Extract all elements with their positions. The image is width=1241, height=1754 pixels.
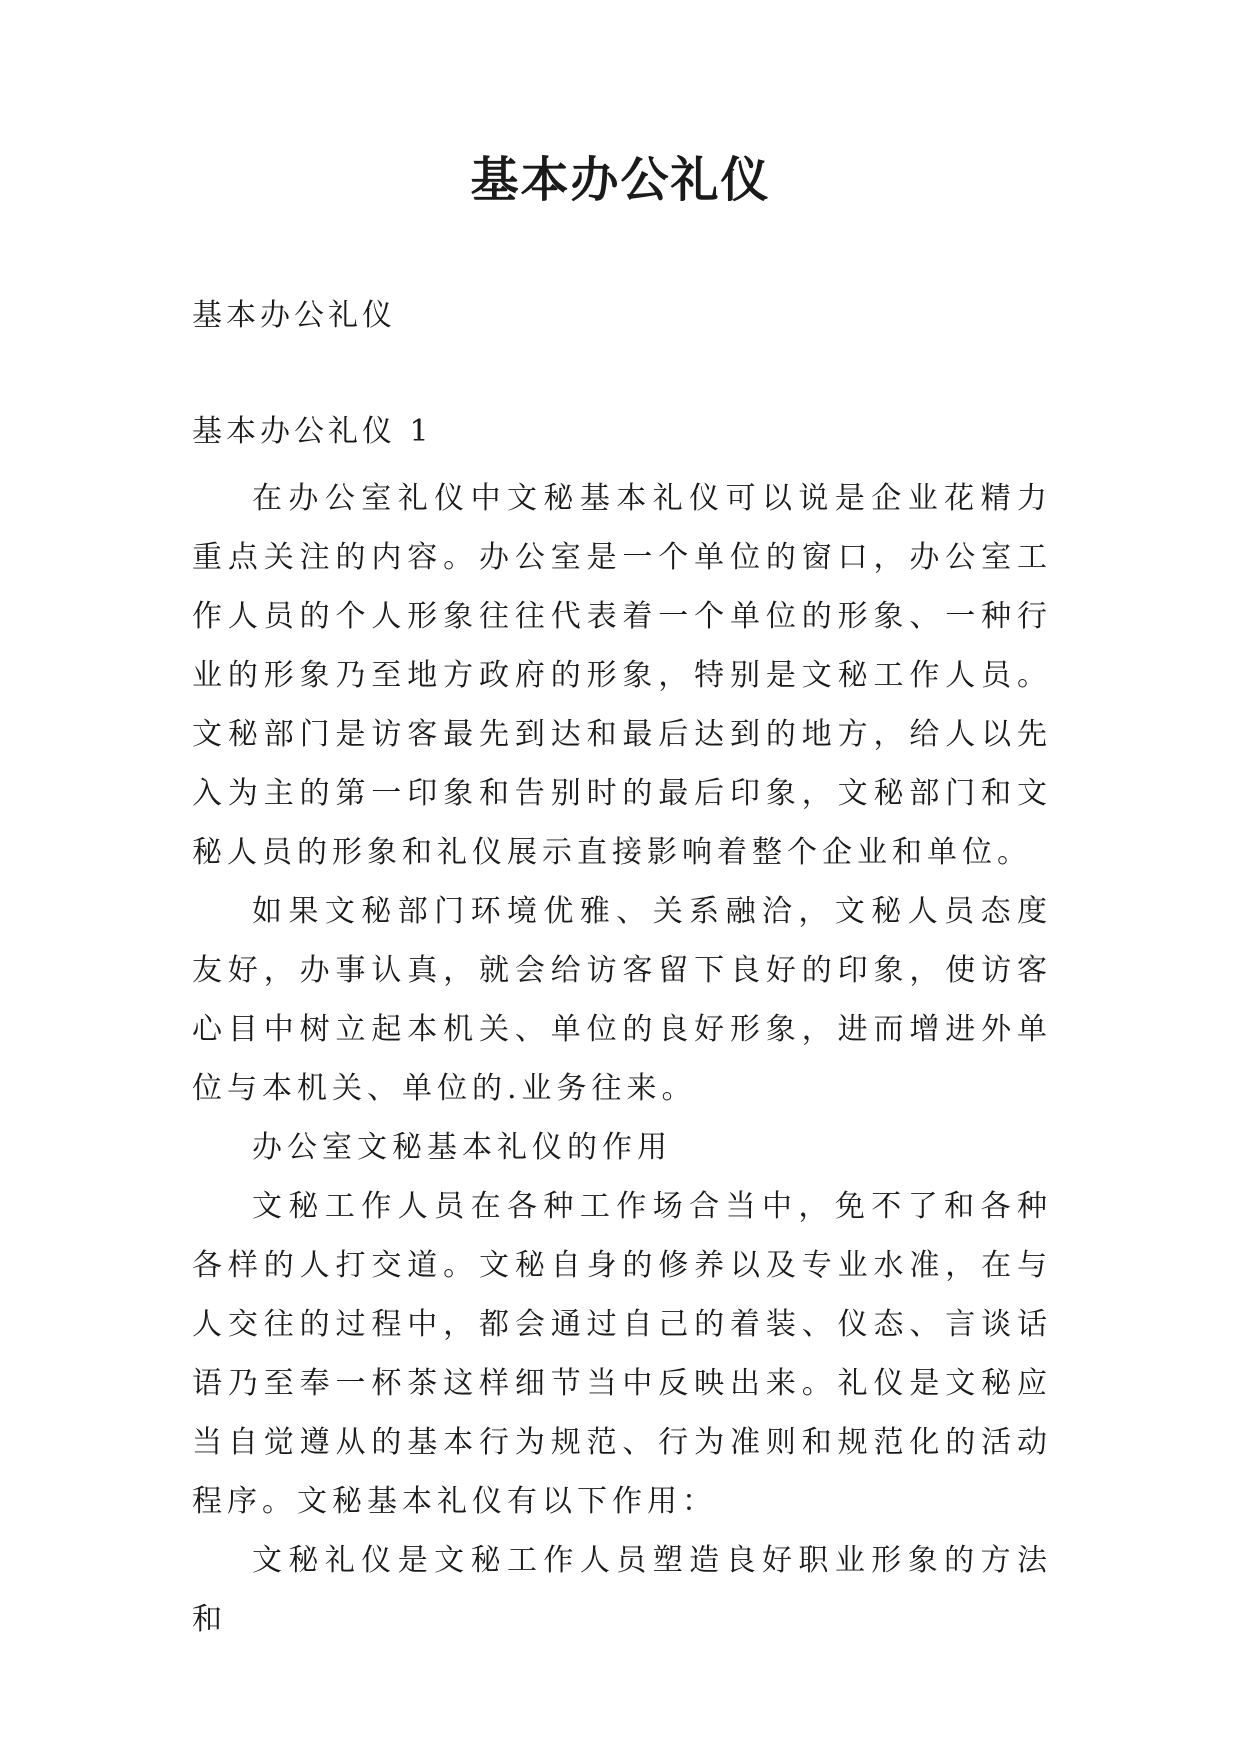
body-paragraph: 如果文秘部门环境优雅、关系融洽，文秘人员态度友好，办事认真，就会给访客留下良好的印象，使访客心目中树立起本机关、单位的良好形象，进而增进外单位与本机关、单位的.业务往来。: [192, 894, 1052, 1106]
body-paragraph: 文秘礼仪是文秘工作人员塑造良好职业形象的方法和: [192, 1543, 1052, 1637]
document-title: 基本办公礼仪: [470, 152, 771, 208]
section-heading: 基本办公礼仪 1: [192, 414, 433, 449]
body-paragraph: 文秘工作人员在各种工作场合当中，免不了和各种各样的人打交道。文秘自身的修养以及专业水准，在与人交往的过程中，都会通过自己的着装、仪态、言谈话语乃至奉一杯茶这样细节当中反映出来。礼仪是文秘应当自觉遵从的基本行为规范、行为准则和规范化的活动程序。文秘基本礼仪有以下作用：: [192, 1189, 1052, 1519]
inline-heading: 办公室文秘基本礼仪的作用: [252, 1130, 672, 1165]
document-subheading: 基本办公礼仪: [192, 298, 396, 333]
body-paragraph: 在办公室礼仪中文秘基本礼仪可以说是企业花精力重点关注的内容。办公室是一个单位的窗口，办公室工作人员的个人形象往往代表着一个单位的形象、一种行业的形象乃至地方政府的形象，特别是文秘工作人员。文秘部门是访客最先到达和最后达到的地方，给人以先入为主的第一印象和告别时的最后印象，文秘部门和文秘人员的形象和礼仪展示直接影响着整个企业和单位。: [192, 481, 1052, 870]
document-body: [192, 469, 1052, 1649]
